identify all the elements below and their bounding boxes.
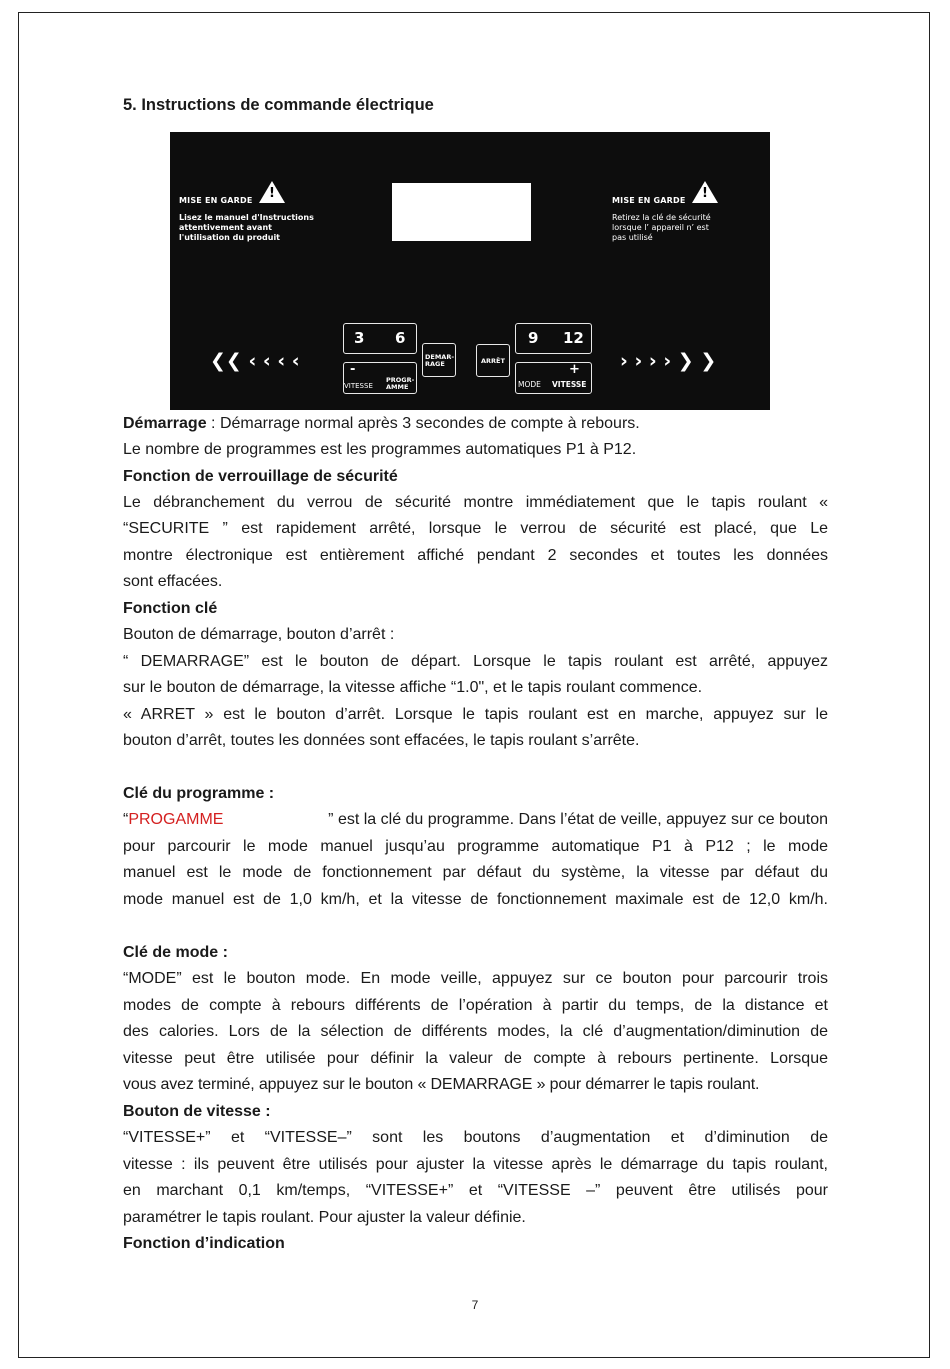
- warning-left-title: MISE EN GARDE: [179, 196, 253, 205]
- program-button[interactable]: PROGR- AMME: [386, 376, 415, 391]
- mode-speed-plus-buttons[interactable]: [515, 362, 592, 394]
- mode-button[interactable]: MODE: [518, 380, 541, 389]
- paragraph-line: des calories. Lors de la sélection de différents modes, la clé d’augmentation/diminution de: [123, 1023, 828, 1040]
- paragraph-line: sur le bouton de démarrage, la vitesse affiche “1.0", et le tapis roulant commence.: [123, 679, 703, 696]
- paragraph-line: “SECURITE ” est rapidement arrêté, lorsque le verrou de sécurité est placé, que Le: [123, 520, 828, 537]
- left-arrows-icon: ❮❮ ‹ ‹ ‹ ‹: [210, 350, 300, 372]
- warning-right-title: MISE EN GARDE: [612, 196, 686, 205]
- speed-minus-button[interactable]: VITESSE: [344, 382, 373, 390]
- speed-6-button[interactable]: 6: [395, 329, 406, 347]
- speed-3-6-buttons[interactable]: [343, 323, 417, 354]
- paragraph-line: vitesse peut être utilisée pour définir la valeur de compte à rebours pertinente. Lorsque: [123, 1050, 828, 1067]
- mode-title: Clé de mode :: [123, 944, 228, 961]
- speed-12-button[interactable]: 12: [563, 329, 584, 347]
- paragraph-line: paramétrer le tapis roulant. Pour ajuster la valeur définie.: [123, 1209, 526, 1226]
- speed-plus-button[interactable]: VITESSE: [552, 380, 587, 389]
- paragraph-line: vous avez terminé, appuyez sur le bouton « DEMARRAGE » pour démarrer le tapis roulant.: [123, 1076, 760, 1093]
- warning-left-icon: !: [259, 181, 285, 203]
- start-button[interactable]: [422, 343, 456, 377]
- stop-button-label: ARRÊT: [481, 357, 505, 365]
- right-arrows-icon: › › › › ❯ ❯: [620, 350, 717, 372]
- speed-9-button[interactable]: 9: [528, 329, 539, 347]
- speed-3-button[interactable]: 3: [354, 329, 365, 347]
- paragraph-line: vitesse : ils peuvent être utilisés pour ajuster la vitesse après le démarrage du tapis roulant,: [123, 1156, 828, 1173]
- paragraph-line: en marchant 0,1 km/temps, “VITESSE+” et “VITESSE –” peuvent être utilisés pour: [123, 1182, 828, 1199]
- minus-sign: -: [350, 362, 356, 377]
- programmes-line: Le nombre de programmes est les programmes automatiques P1 à P12.: [123, 441, 637, 458]
- speed-9-12-buttons[interactable]: [515, 323, 592, 354]
- section-title: 5. Instructions de commande électrique: [123, 96, 434, 114]
- indication-title: Fonction d’indication: [123, 1235, 285, 1252]
- paragraph-line: “PROGAMME ” est la clé du programme. Dans l’état de veille, appuyez sur ce bouton: [123, 811, 828, 828]
- programme-title: Clé du programme :: [123, 785, 275, 802]
- display-screen: [392, 183, 531, 241]
- warning-left-text: Lisez le manuel d'Instructions attentivement avant l'utilisation du produit: [179, 213, 314, 242]
- demarrage-line: Démarrage : Démarrage normal après 3 secondes de compte à rebours.: [123, 415, 640, 432]
- paragraph-line: manuel est le mode de fonctionnement par défaut du système, la vitesse par défaut du: [123, 864, 828, 881]
- programme-keyword: PROGAMME: [128, 811, 224, 828]
- plus-sign: +: [569, 362, 580, 377]
- cle-title: Fonction clé: [123, 600, 218, 617]
- warning-right-text: Retirez la clé de sécurité lorsque l’ appareil n’ est pas utilisé: [612, 213, 711, 242]
- paragraph-line: pour parcourir le mode manuel jusqu’au programme automatique P1 à P12 ; le mode: [123, 838, 828, 855]
- control-panel-image: [170, 132, 770, 410]
- stop-button[interactable]: [476, 344, 510, 377]
- speed-minus-program-buttons[interactable]: [343, 362, 417, 394]
- paragraph-line: Bouton de démarrage, bouton d’arrêt :: [123, 626, 395, 643]
- paragraph-line: Le débranchement du verrou de sécurité montre immédiatement que le tapis roulant «: [123, 494, 828, 511]
- paragraph-line: “MODE” est le bouton mode. En mode veille, appuyez sur ce bouton pour parcourir trois: [123, 970, 828, 987]
- start-button-label: DEMAR- RAGE: [425, 353, 455, 368]
- paragraph-line: sont effacées.: [123, 573, 223, 590]
- page-number: 7: [471, 1298, 479, 1312]
- paragraph-line: « ARRET » est le bouton d’arrêt. Lorsque le tapis roulant est en marche, appuyez sur le: [123, 706, 828, 723]
- paragraph-line: “ DEMARRAGE” est le bouton de départ. Lorsque le tapis roulant est arrêté, appuyez: [123, 653, 828, 670]
- verrouillage-title: Fonction de verrouillage de sécurité: [123, 468, 398, 485]
- paragraph-line: mode manuel est de 1,0 km/h, et la vitesse de fonctionnement maximale est de 12,0 km/h.: [123, 891, 828, 908]
- paragraph-line: “VITESSE+” et “VITESSE–” sont les boutons d’augmentation et d’diminution de: [123, 1129, 828, 1146]
- paragraph-line: bouton d’arrêt, toutes les données sont effacées, le tapis roulant s’arrête.: [123, 732, 640, 749]
- paragraph-line: montre électronique est entièrement affiché pendant 2 secondes et toutes les données: [123, 547, 828, 564]
- warning-right-icon: !: [692, 181, 718, 203]
- paragraph-line: modes de compte à rebours différents de l’opération à partir du temps, de la distance et: [123, 997, 828, 1014]
- vitesse-title: Bouton de vitesse :: [123, 1103, 271, 1120]
